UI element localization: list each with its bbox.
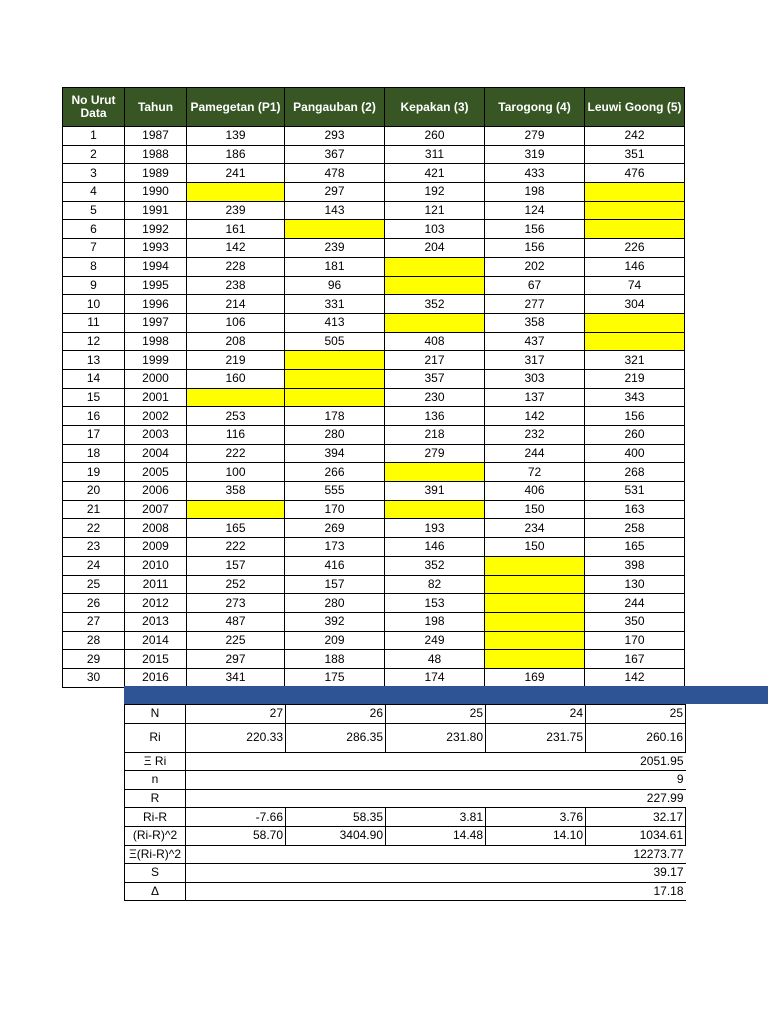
table-cell: 2000 xyxy=(125,369,187,388)
table-cell: 2001 xyxy=(125,388,187,407)
table-cell: 555 xyxy=(285,482,385,501)
table-cell: 137 xyxy=(485,388,585,407)
table-cell: 217 xyxy=(385,351,485,370)
table-cell: 421 xyxy=(385,164,485,183)
table-cell: 29 xyxy=(63,650,125,669)
table-cell: 367 xyxy=(285,145,385,164)
table-cell: 244 xyxy=(585,594,685,613)
table-cell: 222 xyxy=(187,444,285,463)
table-cell: 350 xyxy=(585,612,685,631)
table-cell: 1999 xyxy=(125,351,187,370)
summary-row-sum-ri xyxy=(125,752,686,771)
table-row xyxy=(63,594,685,613)
table-cell: 408 xyxy=(385,332,485,351)
table-cell: 6 xyxy=(63,220,125,239)
table-cell: 280 xyxy=(285,594,385,613)
table-row xyxy=(63,612,685,631)
table-cell: 219 xyxy=(187,351,285,370)
table-cell: 10 xyxy=(63,295,125,314)
table-cell: 321 xyxy=(585,351,685,370)
summary-cell: 26 xyxy=(286,705,386,724)
summary-label: Ξ(Ri-R)^2 xyxy=(125,845,186,864)
summary-cell: 27 xyxy=(186,705,286,724)
table-cell: 198 xyxy=(485,183,585,202)
summary-cell: 58.35 xyxy=(286,808,386,827)
table-cell: 268 xyxy=(585,463,685,482)
summary-cell: 14.48 xyxy=(386,826,486,845)
summary-label: R xyxy=(125,789,186,808)
summary-cell: 25 xyxy=(586,705,686,724)
section-divider-bar xyxy=(124,686,768,704)
table-cell: 170 xyxy=(585,631,685,650)
table-row xyxy=(63,631,685,650)
table-cell: 241 xyxy=(187,164,285,183)
table-cell: 188 xyxy=(285,650,385,669)
summary-row-N xyxy=(125,705,686,724)
summary-cell: 231.80 xyxy=(386,723,486,752)
table-cell: 279 xyxy=(385,444,485,463)
table-cell: 130 xyxy=(585,575,685,594)
table-cell: 269 xyxy=(285,519,385,538)
table-cell: 150 xyxy=(485,500,585,519)
table-cell: 27 xyxy=(63,612,125,631)
summary-cell: 220.33 xyxy=(186,723,286,752)
summary-cell: 260.16 xyxy=(586,723,686,752)
summary-cell: 39.17 xyxy=(186,864,686,883)
summary-label: Δ xyxy=(125,882,186,901)
table-cell: 3 xyxy=(63,164,125,183)
table-cell: 476 xyxy=(585,164,685,183)
table-cell: 249 xyxy=(385,631,485,650)
table-cell: 225 xyxy=(187,631,285,650)
summary-cell: 12273.77 xyxy=(186,845,686,864)
summary-cell: 231.75 xyxy=(486,723,586,752)
table-cell: 297 xyxy=(187,650,285,669)
table-row xyxy=(63,538,685,557)
table-cell: 82 xyxy=(385,575,485,594)
table-cell: 244 xyxy=(485,444,585,463)
table-row xyxy=(63,257,685,276)
table-cell: 252 xyxy=(187,575,285,594)
table-row xyxy=(63,276,685,295)
summary-cell: 32.17 xyxy=(586,808,686,827)
table-cell: 214 xyxy=(187,295,285,314)
table-cell: 351 xyxy=(585,145,685,164)
summary-cell: 24 xyxy=(486,705,586,724)
table-cell: 165 xyxy=(187,519,285,538)
table-cell: 1994 xyxy=(125,257,187,276)
table-row xyxy=(63,127,685,146)
table-row xyxy=(63,482,685,501)
table-cell xyxy=(585,183,685,202)
table-row xyxy=(63,388,685,407)
table-cell: 505 xyxy=(285,332,385,351)
table-cell: 167 xyxy=(585,650,685,669)
table-cell: 30 xyxy=(63,668,125,687)
table-cell: 2012 xyxy=(125,594,187,613)
summary-cell: 58.70 xyxy=(186,826,286,845)
table-cell: 331 xyxy=(285,295,385,314)
rainfall-data-table xyxy=(62,87,685,688)
table-cell: 5 xyxy=(63,201,125,220)
table-cell: 12 xyxy=(63,332,125,351)
table-cell: 352 xyxy=(385,295,485,314)
table-cell: 343 xyxy=(585,388,685,407)
table-cell: 222 xyxy=(187,538,285,557)
table-cell: 260 xyxy=(385,127,485,146)
table-cell xyxy=(485,650,585,669)
table-cell xyxy=(485,556,585,575)
table-cell: 209 xyxy=(285,631,385,650)
table-cell: 208 xyxy=(187,332,285,351)
table-row xyxy=(63,332,685,351)
table-cell: 239 xyxy=(285,239,385,258)
table-cell: 319 xyxy=(485,145,585,164)
table-cell: 392 xyxy=(285,612,385,631)
table-cell: 160 xyxy=(187,369,285,388)
table-row xyxy=(63,313,685,332)
table-cell: 198 xyxy=(385,612,485,631)
table-cell: 103 xyxy=(385,220,485,239)
table-cell: 146 xyxy=(385,538,485,557)
table-cell xyxy=(385,276,485,295)
table-cell: 142 xyxy=(585,668,685,687)
table-row xyxy=(63,463,685,482)
table-cell: 260 xyxy=(585,426,685,445)
table-cell: 22 xyxy=(63,519,125,538)
table-cell: 391 xyxy=(385,482,485,501)
table-cell xyxy=(187,500,285,519)
table-cell: 1992 xyxy=(125,220,187,239)
table-cell: 2009 xyxy=(125,538,187,557)
table-row xyxy=(63,164,685,183)
summary-label: N xyxy=(125,705,186,724)
table-cell: 18 xyxy=(63,444,125,463)
table-cell: 150 xyxy=(485,538,585,557)
table-cell: 2008 xyxy=(125,519,187,538)
summary-cell: 17.18 xyxy=(186,882,686,901)
header-tarogong: Tarogong (4) xyxy=(485,88,585,127)
table-cell: 531 xyxy=(585,482,685,501)
table-row xyxy=(63,575,685,594)
summary-cell: 2051.95 xyxy=(186,752,686,771)
table-cell: 202 xyxy=(485,257,585,276)
table-cell: 204 xyxy=(385,239,485,258)
table-cell: 433 xyxy=(485,164,585,183)
table-cell: 1 xyxy=(63,127,125,146)
table-row xyxy=(63,444,685,463)
table-cell xyxy=(585,201,685,220)
summary-label: Ξ Ri xyxy=(125,752,186,771)
table-cell: 234 xyxy=(485,519,585,538)
table-cell: 293 xyxy=(285,127,385,146)
table-cell: 143 xyxy=(285,201,385,220)
table-cell: 400 xyxy=(585,444,685,463)
table-cell: 28 xyxy=(63,631,125,650)
table-cell: 2010 xyxy=(125,556,187,575)
table-cell: 416 xyxy=(285,556,385,575)
table-cell: 2002 xyxy=(125,407,187,426)
summary-cell: 9 xyxy=(186,771,686,790)
table-cell: 48 xyxy=(385,650,485,669)
summary-row-ri-r xyxy=(125,808,686,827)
table-cell: 72 xyxy=(485,463,585,482)
table-cell: 181 xyxy=(285,257,385,276)
table-cell xyxy=(385,313,485,332)
table-row xyxy=(63,519,685,538)
table-row xyxy=(63,407,685,426)
table-cell: 2006 xyxy=(125,482,187,501)
summary-row-ri-r-squared xyxy=(125,826,686,845)
table-row xyxy=(63,183,685,202)
table-cell xyxy=(585,313,685,332)
summary-label: (Ri-R)^2 xyxy=(125,826,186,845)
table-cell xyxy=(485,594,585,613)
table-cell xyxy=(385,463,485,482)
table-cell: 2016 xyxy=(125,668,187,687)
table-cell: 106 xyxy=(187,313,285,332)
table-cell: 398 xyxy=(585,556,685,575)
table-cell: 266 xyxy=(285,463,385,482)
table-cell: 100 xyxy=(187,463,285,482)
table-cell: 297 xyxy=(285,183,385,202)
summary-cell: 3.81 xyxy=(386,808,486,827)
table-cell: 193 xyxy=(385,519,485,538)
header-kepakan: Kepakan (3) xyxy=(385,88,485,127)
summary-row-R xyxy=(125,789,686,808)
table-cell: 1998 xyxy=(125,332,187,351)
table-cell: 121 xyxy=(385,201,485,220)
table-cell: 25 xyxy=(63,575,125,594)
table-cell xyxy=(285,220,385,239)
table-cell: 153 xyxy=(385,594,485,613)
summary-cell: 3.76 xyxy=(486,808,586,827)
table-cell: 304 xyxy=(585,295,685,314)
table-cell xyxy=(585,332,685,351)
table-cell xyxy=(285,369,385,388)
table-cell: 413 xyxy=(285,313,385,332)
table-cell: 142 xyxy=(485,407,585,426)
table-cell xyxy=(285,388,385,407)
table-cell: 163 xyxy=(585,500,685,519)
header-tahun: Tahun xyxy=(125,88,187,127)
table-cell: 173 xyxy=(285,538,385,557)
header-pamegetan: Pamegetan (P1) xyxy=(187,88,285,127)
table-cell: 317 xyxy=(485,351,585,370)
table-cell: 1993 xyxy=(125,239,187,258)
table-cell: 1991 xyxy=(125,201,187,220)
table-row xyxy=(63,650,685,669)
table-cell: 116 xyxy=(187,426,285,445)
table-cell: 192 xyxy=(385,183,485,202)
table-cell: 8 xyxy=(63,257,125,276)
summary-label: n xyxy=(125,771,186,790)
table-cell: 2005 xyxy=(125,463,187,482)
table-cell: 487 xyxy=(187,612,285,631)
table-cell: 26 xyxy=(63,594,125,613)
table-cell: 19 xyxy=(63,463,125,482)
table-cell: 157 xyxy=(285,575,385,594)
table-cell: 280 xyxy=(285,426,385,445)
table-cell: 1988 xyxy=(125,145,187,164)
summary-table xyxy=(124,704,686,901)
table-cell: 2007 xyxy=(125,500,187,519)
table-cell xyxy=(485,575,585,594)
table-row xyxy=(63,351,685,370)
table-row xyxy=(63,295,685,314)
table-cell: 161 xyxy=(187,220,285,239)
table-cell: 242 xyxy=(585,127,685,146)
table-cell xyxy=(485,612,585,631)
table-cell: 232 xyxy=(485,426,585,445)
table-cell: 14 xyxy=(63,369,125,388)
table-cell xyxy=(285,351,385,370)
table-cell: 9 xyxy=(63,276,125,295)
table-cell: 1987 xyxy=(125,127,187,146)
summary-row-Ri xyxy=(125,723,686,752)
table-cell xyxy=(485,631,585,650)
table-cell: 406 xyxy=(485,482,585,501)
table-cell: 218 xyxy=(385,426,485,445)
table-cell: 2014 xyxy=(125,631,187,650)
table-cell: 341 xyxy=(187,668,285,687)
summary-row-n xyxy=(125,771,686,790)
table-cell: 478 xyxy=(285,164,385,183)
table-cell: 146 xyxy=(585,257,685,276)
table-cell: 67 xyxy=(485,276,585,295)
table-cell: 136 xyxy=(385,407,485,426)
summary-label: Ri-R xyxy=(125,808,186,827)
table-cell: 1996 xyxy=(125,295,187,314)
table-header-row xyxy=(63,88,685,127)
summary-row-S xyxy=(125,864,686,883)
table-cell: 156 xyxy=(485,220,585,239)
table-row xyxy=(63,556,685,575)
table-cell: 394 xyxy=(285,444,385,463)
table-cell: 142 xyxy=(187,239,285,258)
table-cell: 21 xyxy=(63,500,125,519)
header-no-urut: No Urut Data xyxy=(63,88,125,127)
table-row xyxy=(63,668,685,687)
summary-cell: 286.35 xyxy=(286,723,386,752)
table-cell: 303 xyxy=(485,369,585,388)
table-cell: 258 xyxy=(585,519,685,538)
table-cell xyxy=(187,183,285,202)
summary-label: Ri xyxy=(125,723,186,752)
table-cell: 230 xyxy=(385,388,485,407)
table-row xyxy=(63,369,685,388)
table-cell: 157 xyxy=(187,556,285,575)
summary-cell: -7.66 xyxy=(186,808,286,827)
table-cell: 2 xyxy=(63,145,125,164)
table-cell: 23 xyxy=(63,538,125,557)
table-cell: 96 xyxy=(285,276,385,295)
table-cell: 156 xyxy=(485,239,585,258)
table-cell: 2015 xyxy=(125,650,187,669)
table-cell: 13 xyxy=(63,351,125,370)
table-cell: 74 xyxy=(585,276,685,295)
table-cell: 358 xyxy=(485,313,585,332)
table-cell: 239 xyxy=(187,201,285,220)
table-cell: 4 xyxy=(63,183,125,202)
table-cell: 24 xyxy=(63,556,125,575)
table-cell: 358 xyxy=(187,482,285,501)
table-cell: 2013 xyxy=(125,612,187,631)
table-cell: 156 xyxy=(585,407,685,426)
table-row xyxy=(63,500,685,519)
table-cell: 253 xyxy=(187,407,285,426)
table-cell: 170 xyxy=(285,500,385,519)
table-cell: 139 xyxy=(187,127,285,146)
table-row xyxy=(63,145,685,164)
summary-row-sum-ri-r-squared xyxy=(125,845,686,864)
summary-cell: 1034.61 xyxy=(586,826,686,845)
table-cell: 16 xyxy=(63,407,125,426)
table-cell: 7 xyxy=(63,239,125,258)
table-cell xyxy=(385,257,485,276)
table-cell: 273 xyxy=(187,594,285,613)
table-cell: 226 xyxy=(585,239,685,258)
table-cell: 186 xyxy=(187,145,285,164)
table-row xyxy=(63,220,685,239)
table-cell: 2011 xyxy=(125,575,187,594)
table-cell: 437 xyxy=(485,332,585,351)
table-cell: 174 xyxy=(385,668,485,687)
table-cell: 1997 xyxy=(125,313,187,332)
table-cell: 238 xyxy=(187,276,285,295)
table-row xyxy=(63,239,685,258)
summary-label: S xyxy=(125,864,186,883)
table-cell: 1990 xyxy=(125,183,187,202)
table-cell: 277 xyxy=(485,295,585,314)
table-cell: 20 xyxy=(63,482,125,501)
summary-cell: 14.10 xyxy=(486,826,586,845)
table-row xyxy=(63,426,685,445)
summary-cell: 227.99 xyxy=(186,789,686,808)
table-cell: 165 xyxy=(585,538,685,557)
table-cell: 219 xyxy=(585,369,685,388)
summary-cell: 25 xyxy=(386,705,486,724)
table-cell: 17 xyxy=(63,426,125,445)
table-cell: 228 xyxy=(187,257,285,276)
table-cell: 2004 xyxy=(125,444,187,463)
table-cell: 124 xyxy=(485,201,585,220)
table-cell: 175 xyxy=(285,668,385,687)
table-cell: 279 xyxy=(485,127,585,146)
table-cell: 1995 xyxy=(125,276,187,295)
table-cell: 2003 xyxy=(125,426,187,445)
table-cell xyxy=(585,220,685,239)
table-row xyxy=(63,201,685,220)
table-cell: 1989 xyxy=(125,164,187,183)
table-cell: 352 xyxy=(385,556,485,575)
summary-cell: 3404.90 xyxy=(286,826,386,845)
table-cell xyxy=(385,500,485,519)
header-leuwi-goong: Leuwi Goong (5) xyxy=(585,88,685,127)
table-cell: 178 xyxy=(285,407,385,426)
table-cell: 11 xyxy=(63,313,125,332)
table-cell: 357 xyxy=(385,369,485,388)
table-cell: 311 xyxy=(385,145,485,164)
table-cell: 15 xyxy=(63,388,125,407)
summary-row-delta xyxy=(125,882,686,901)
table-cell xyxy=(187,388,285,407)
table-cell: 169 xyxy=(485,668,585,687)
header-pangauban: Pangauban (2) xyxy=(285,88,385,127)
